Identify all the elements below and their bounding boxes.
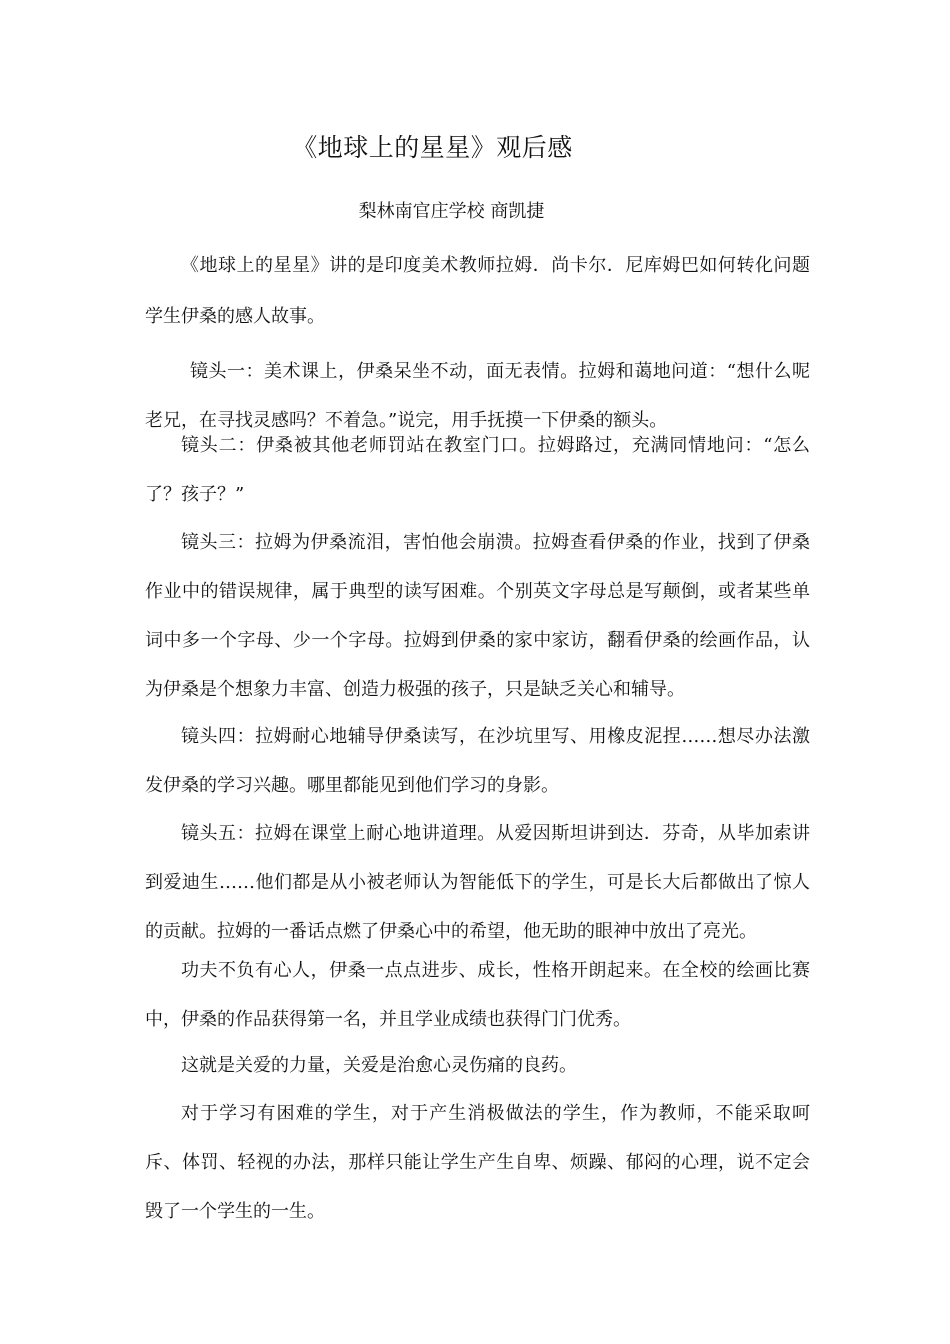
paragraph-scene-1: 镜头一：美术课上，伊桑呆坐不动，面无表情。拉姆和蔼地问道：“想什么呢老兄，在寻找灵感吗？不着急。”说完，用手抚摸一下伊桑的额头。	[145, 361, 810, 431]
paragraph-progress: 功夫不负有心人，伊桑一点点进步、成长，性格开朗起来。在全校的绘画比赛中，伊桑的作品获得第一名，并且学业成绩也获得门门优秀。	[145, 960, 810, 1030]
paragraph-scene-2: 镜头二：伊桑被其他老师罚站在教室门口。拉姆路过，充满同情地问：“怎么了？孩子？”	[145, 435, 810, 505]
paragraph-scene-5: 镜头五：拉姆在课堂上耐心地讲道理。从爱因斯坦讲到达．芬奇，从毕加索讲到爱迪生……他们都是从小被老师认为智能低下的学生，可是长大后都做出了惊人的贡献。拉姆的一番话点燃了伊桑心中的希望，他无助的眼神中放出了亮光。	[145, 823, 810, 942]
paragraph-scene-3: 镜头三：拉姆为伊桑流泪，害怕他会崩溃。拉姆查看伊桑的作业，找到了伊桑作业中的错误规律，属于典型的读写困难。个别英文字母总是写颠倒，或者某些单词中多一个字母、少一个字母。拉姆到伊桑的家中家访，翻看伊桑的绘画作品，认为伊桑是个想象力丰富、创造力极强的孩子，只是缺乏关心和辅导。	[145, 532, 810, 700]
paragraph-intro: 《地球上的星星》讲的是印度美术教师拉姆．尚卡尔．尼库姆巴如何转化问题学生伊桑的感人故事。	[145, 255, 810, 327]
paragraph-reflection: 对于学习有困难的学生，对于产生消极做法的学生，作为教师，不能采取呵斥、体罚、轻视的办法，那样只能让学生产生自卑、烦躁、郁闷的心理，说不定会毁了一个学生的一生。	[145, 1103, 810, 1222]
paragraph-conclusion: 这就是关爱的力量，关爱是治愈心灵伤痛的良药。	[181, 1055, 577, 1076]
paragraph-scene-4: 镜头四：拉姆耐心地辅导伊桑读写，在沙坑里写、用橡皮泥捏……想尽办法激发伊桑的学习兴趣。哪里都能见到他们学习的身影。	[145, 726, 810, 796]
document-title: 《地球上的星星》观后感	[292, 133, 573, 162]
author-line: 梨林南官庄学校 商凯捷	[358, 201, 545, 222]
